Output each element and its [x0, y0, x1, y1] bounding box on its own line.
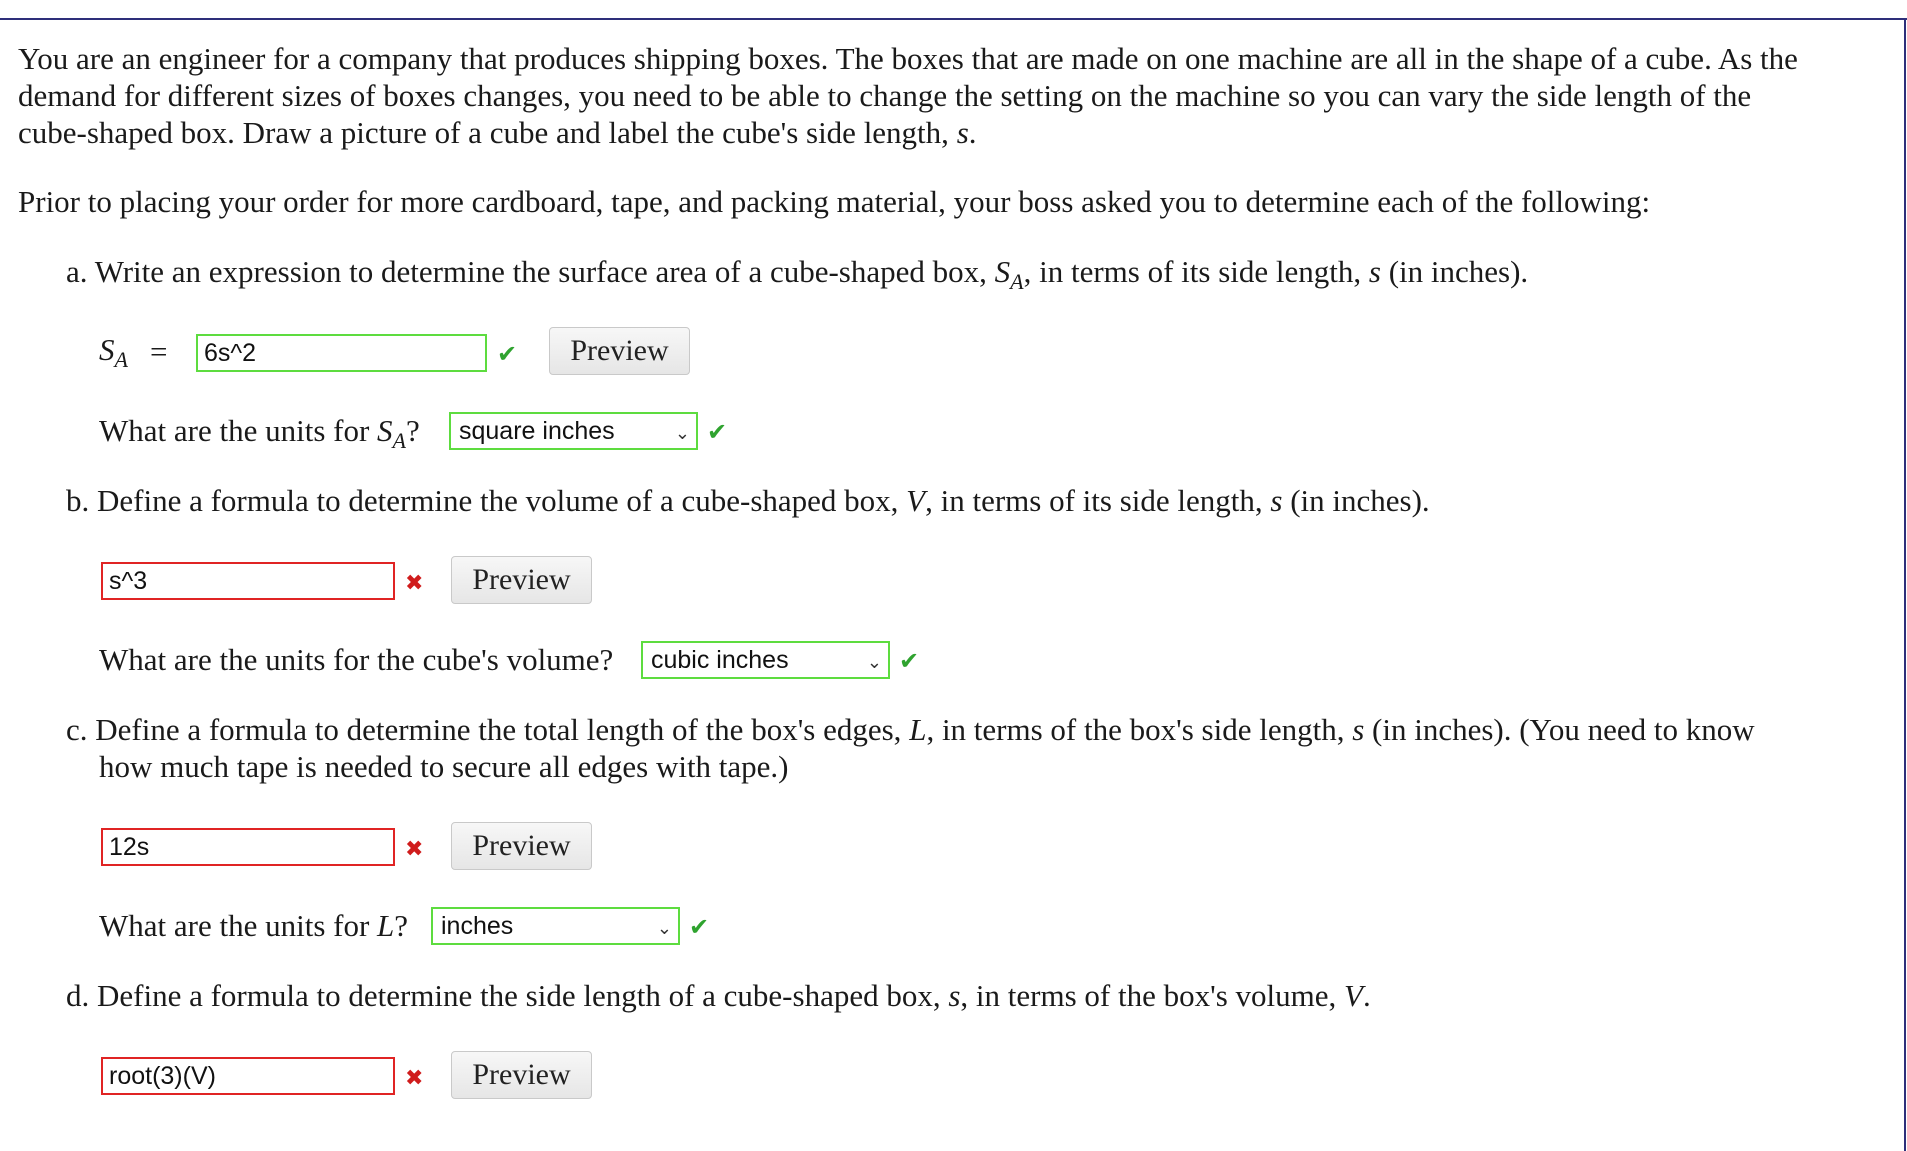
- intro-line-2: demand for different sizes of boxes changes, you need to be able to change the setting on the machine so you can vary the side length of the: [18, 78, 1752, 113]
- intro-line-3: cube-shaped box. Draw a picture of a cube and label the cube's side length, s.: [18, 115, 977, 150]
- question-c-line-1: c. Define a formula to determine the total length of the box's edges, L, in terms of the box's side length, s (in inches). (You need to know: [66, 712, 1755, 747]
- intro-line-1: You are an engineer for a company that produces shipping boxes. The boxes that are made on one machine are all in the shape of a cube. As the: [18, 41, 1798, 76]
- units-select-b-value: cubic inches: [651, 646, 789, 674]
- correct-check-icon: ✔: [899, 647, 920, 675]
- preview-button-c[interactable]: Preview: [451, 822, 592, 870]
- top-divider: [0, 18, 1907, 20]
- answer-a-input[interactable]: 6s^2: [196, 334, 487, 372]
- units-select-c-value: inches: [441, 912, 514, 940]
- question-a: a. Write an expression to determine the surface area of a cube-shaped box, $S_A$, in terms of its side length, s (in inches).: [66, 254, 1529, 294]
- units-question-a: What are the units for $S_A$?: [99, 413, 420, 453]
- question-b: b. Define a formula to determine the volume of a cube-shaped box, V, in terms of its side length, s (in inches).: [66, 483, 1430, 518]
- correct-check-icon: ✔: [497, 340, 518, 368]
- answer-c-input[interactable]: 12s: [101, 828, 395, 866]
- units-select-a-value: square inches: [459, 417, 615, 445]
- question-c: [66, 711, 1755, 785]
- units-select-a[interactable]: [449, 412, 698, 450]
- chevron-down-icon: ⌄: [674, 423, 690, 444]
- preview-button-d[interactable]: Preview: [451, 1051, 592, 1099]
- preview-button-b[interactable]: Preview: [451, 556, 592, 604]
- incorrect-cross-icon: ✖: [405, 571, 424, 596]
- answer-b-input[interactable]: s^3: [101, 562, 395, 600]
- question-d: d. Define a formula to determine the side length of a cube-shaped box, s, in terms of the box's volume, V.: [66, 978, 1371, 1013]
- units-question-b: What are the units for the cube's volume?: [99, 642, 614, 677]
- correct-check-icon: ✔: [689, 913, 710, 941]
- problem-intro: [18, 40, 1798, 151]
- prior-instructions: Prior to placing your order for more cardboard, tape, and packing material, your boss asked you to determine each of the following:: [18, 184, 1651, 219]
- preview-button-a[interactable]: Preview: [549, 327, 690, 375]
- incorrect-cross-icon: ✖: [405, 1066, 424, 1091]
- units-select-c[interactable]: [431, 907, 680, 945]
- chevron-down-icon: ⌄: [866, 652, 882, 673]
- right-divider: [1904, 18, 1906, 1151]
- chevron-down-icon: ⌄: [656, 918, 672, 939]
- answer-d-input[interactable]: root(3)(V): [101, 1057, 395, 1095]
- units-select-b[interactable]: [641, 641, 890, 679]
- question-c-line-2: how much tape is needed to secure all edges with tape.): [99, 749, 789, 784]
- incorrect-cross-icon: ✖: [405, 837, 424, 862]
- equals-sign: =: [150, 334, 168, 369]
- answer-a-label: $S_A$: [99, 332, 128, 372]
- units-question-c: What are the units for L?: [99, 908, 409, 943]
- correct-check-icon: ✔: [707, 418, 728, 446]
